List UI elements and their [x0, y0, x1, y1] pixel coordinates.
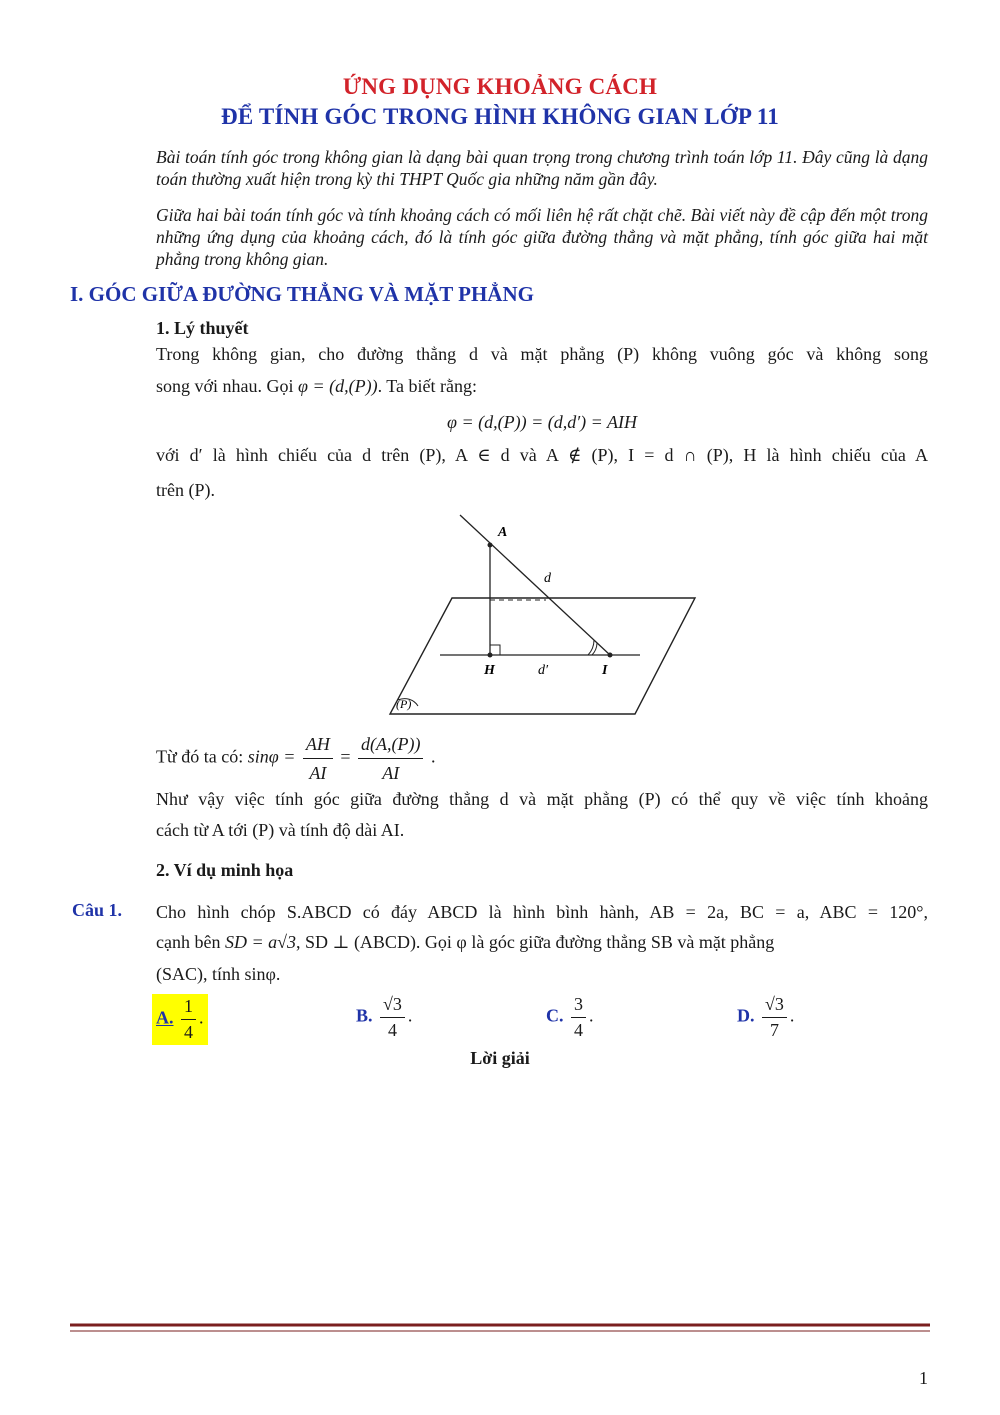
label-d-prime: d′ [538, 663, 549, 678]
plane-p-outline [390, 598, 695, 714]
option-b-dot: . [407, 1005, 413, 1026]
option-d-dot: . [789, 1005, 795, 1026]
question-1-line-2-a: cạnh bên [156, 932, 221, 952]
label-h: H [484, 663, 495, 678]
fraction-distance-ai [358, 732, 423, 785]
option-a-label: A. [156, 1007, 174, 1028]
option-d-label: D. [737, 1005, 755, 1026]
question-1-line-2-b: , SD ⊥ (ABCD). Gọi φ là góc giữa đường thẳng SB và mặt phẳng [296, 932, 775, 952]
fraction-ah-ai [303, 732, 333, 785]
option-d-num: √3 [762, 994, 787, 1018]
intro-paragraph-2: Giữa hai bài toán tính góc và tính khoảng cách có mối liên hệ rất chặt chẽ. Bài viết này đề cập đến một trong những ứng dụng của khoảng cách, đó là tính góc giữa đường thẳng và mặt phẳng, tính góc giữa hai mặt phẳng trong không gian. [156, 205, 928, 269]
sin-formula-line [156, 732, 928, 785]
solution-heading: Lời giải [470, 1048, 530, 1068]
question-1-sd-formula: SD = a√3 [224, 932, 296, 952]
label-a: A [498, 525, 508, 540]
point-i [608, 653, 613, 658]
theory-line-2-text-a: song với nhau. Gọi [156, 376, 294, 396]
option-a[interactable] [152, 994, 208, 1045]
option-c-num: 3 [571, 994, 586, 1018]
option-c-dot: . [589, 1005, 594, 1026]
sin-lhs: sinφ = [247, 746, 296, 767]
theory-heading: 1. Lý thuyết [156, 318, 249, 338]
projection-description-end: trên (P). [156, 480, 215, 500]
intro-paragraph-1: Bài toán tính góc trong không gian là dạng bài quan trọng trong chương trình toán lớp 11. Đây cũng là dạng toán thường xuất hiện trong kỳ thi THPT Quốc gia những năm gần đây. [156, 147, 928, 189]
angle-arc-2 [588, 640, 594, 655]
option-a-fraction [181, 996, 196, 1043]
label-i: I [602, 663, 608, 678]
option-a-dot: . [199, 1007, 204, 1028]
examples-heading: 2. Ví dụ minh họa [156, 860, 294, 880]
document-title-line2: ĐỂ TÍNH GÓC TRONG HÌNH KHÔNG GIAN LỚP 11 [221, 104, 779, 129]
projection-description: với d′ là hình chiếu của d trên (P), A ∈ d và A ∉ (P), I = d ∩ (P), H là hình chiếu của A [156, 445, 928, 465]
option-c[interactable] [546, 994, 594, 1041]
option-b[interactable] [356, 994, 412, 1041]
page-number: 1 [919, 1368, 928, 1388]
conclusion-line-1: Như vậy việc tính góc giữa đường thẳng d và mặt phẳng (P) có thể quy về việc tính khoảng [156, 789, 928, 809]
option-d[interactable] [737, 994, 794, 1041]
theory-line-2-text-b: . Ta biết rằng: [377, 376, 477, 396]
conclusion-line-2: cách từ A tới (P) và tính độ dài AI. [156, 820, 405, 840]
option-c-den: 4 [574, 1020, 583, 1040]
main-angle-formula: φ = (d,(P)) = (d,d′) = AIH [447, 412, 637, 432]
plane-angle-figure [380, 510, 710, 720]
theory-line-2-formula: φ = (d,(P)) [298, 376, 378, 396]
sin-formula-dot: . [430, 746, 436, 767]
question-1-line-1: Cho hình chóp S.ABCD có đáy ABCD là hình bình hành, AB = 2a, BC = a, ABC = 120°, [156, 902, 928, 922]
option-a-num: 1 [181, 996, 196, 1020]
equals-sign: = [340, 746, 351, 767]
fraction-ah-ai-num: AH [303, 732, 333, 759]
from-text: Từ đó ta có: [156, 746, 244, 767]
footer-rule [70, 1322, 930, 1336]
line-d-upper [460, 515, 610, 655]
fraction-distance-ai-num: d(A,(P)) [358, 732, 423, 759]
question-1-line-3: (SAC), tính sinφ. [156, 964, 281, 984]
document-title-line1: ỨNG DỤNG KHOẢNG CÁCH [342, 74, 658, 99]
question-1-label: Câu 1. [72, 900, 123, 920]
option-d-den: 7 [769, 1020, 779, 1040]
fraction-ah-ai-den: AI [309, 763, 327, 783]
point-h [488, 653, 493, 658]
option-b-den: 4 [387, 1020, 397, 1040]
option-c-label: C. [546, 1005, 564, 1026]
section-heading: I. GÓC GIỮA ĐƯỜNG THẲNG VÀ MẶT PHẲNG [70, 282, 534, 306]
point-a [488, 543, 493, 548]
option-b-fraction [380, 994, 405, 1041]
theory-line-2 [156, 374, 928, 398]
option-b-label: B. [356, 1005, 373, 1026]
label-p: (P) [396, 697, 412, 711]
option-a-den: 4 [184, 1022, 193, 1042]
option-d-fraction [762, 994, 787, 1041]
fraction-distance-ai-den: AI [382, 763, 400, 783]
option-c-fraction [571, 994, 586, 1041]
theory-line-1: Trong không gian, cho đường thẳng d và mặt phẳng (P) không vuông góc và không song [156, 344, 928, 364]
label-d: d [544, 571, 551, 586]
question-1-line-2 [156, 930, 928, 954]
option-b-num: √3 [380, 994, 405, 1018]
angle-arc-1 [592, 643, 597, 655]
